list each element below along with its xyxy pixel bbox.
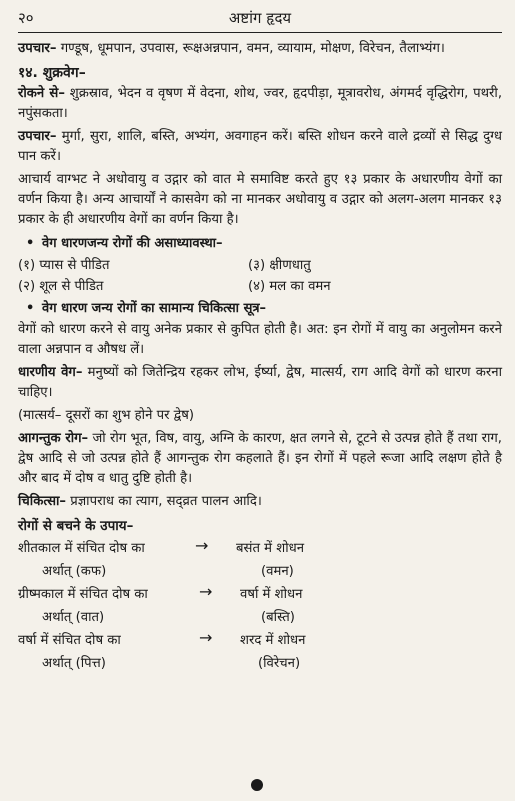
upay-r3-sub-left: अर्थात् (पित्त) [42, 656, 106, 671]
header-rule [18, 32, 502, 33]
text-chikitsa: प्रज्ञापराध का त्याग, सद्व्रत पालन आदि। [66, 494, 262, 509]
paragraph-matsarya: (मात्सर्य– दूसरों का शुभ होने पर द्वेष) [18, 408, 195, 423]
section-heading-shukravega: १४. शुक्रवेग– [18, 65, 86, 81]
bullet-asadhya [26, 233, 502, 254]
upay-r1-sub-right: (वमन) [261, 564, 294, 579]
label-rokne: रोकने से– [18, 86, 65, 101]
label-upchar-2: उपचार– [18, 129, 57, 144]
label-dharniya: धारणीय वेग– [18, 365, 83, 380]
page-header [18, 6, 502, 30]
bullet-chikitsa-sutra-text: वेग धारण जन्य रोगों का सामान्य चिकित्सा सूत्र– [42, 301, 267, 316]
upay-r3-left: वर्षा में संचित दोष का [18, 633, 121, 648]
arrow-icon: → [199, 628, 213, 647]
upay-row-1-sub [18, 560, 502, 583]
upay-row-1 [18, 537, 502, 560]
label-upchar-1: उपचार– [18, 41, 57, 56]
asadhya-item-2: (२) शूल से पीडित [18, 279, 104, 294]
paragraph-vagbhat: आचार्य वाग्भट ने अधोवायु व उद्गार को वात मे समाविष्ट करते हुए १३ प्रकार के अधारणीय वेगों का वर्णन किया है। अन्य आचार्यों ने कासवेग को ना मानकर अधोवायु व उद्गार को अलग-अलग मानकर १३ प्रकार के ही अधारणीय वेगों का वर्णन किया है। [18, 172, 502, 227]
arrow-icon: → [195, 536, 209, 555]
upay-r2-sub-left: अर्थात् (वात) [42, 610, 105, 625]
paragraph-dharniya [18, 363, 502, 403]
paragraph-agantuk [18, 429, 502, 489]
upay-row-3 [18, 629, 502, 652]
bullet-chikitsa-sutra [26, 298, 502, 319]
paragraph-upchar-1 [18, 39, 502, 59]
paragraph-chikitsa-sutra: वेगों को धारण करने से वायु अनेक प्रकार से कुपित होती है। अत: इन रोगों में वायु का अनुलोमन करने वाला अन्नपान व औषध लें। [18, 322, 502, 357]
text-dharniya: मनुष्यों को जितेन्द्रिय रहकर लोभ, ईर्ष्या, द्वेष, मात्सर्य, राग आदि वेगों को धारण करना चाहिए। [18, 365, 502, 400]
upay-row-3-sub [18, 652, 502, 675]
upay-row-2 [18, 583, 502, 606]
footer-dot [251, 779, 263, 791]
asadhya-item-3: (३) क्षीणधातु [248, 258, 311, 273]
page-number: २० [18, 9, 34, 27]
upay-r2-right: वर्षा में शोधन [240, 587, 303, 602]
label-agantuk: आगन्तुक रोग– [18, 431, 89, 446]
heading-upay: रोगों से बचने के उपाय– [18, 518, 134, 534]
text-upchar-1: गण्डूष, धूमपान, उपवास, रूक्षअन्नपान, वमन, व्यायाम, मोक्षण, विरेचन, तैलाभ्यंग। [56, 41, 445, 56]
upay-r3-right: शरद में शोधन [240, 633, 306, 648]
text-upchar-2: मुर्गा, सुरा, शालि, बस्ति, अभ्यंग, अवगाहन करें। बस्ति शोधन करने वाले द्रव्यों से सिद्ध दुग्ध पान करें। [18, 129, 502, 164]
bullet-dot: • [26, 236, 35, 251]
paragraph-chikitsa [18, 492, 502, 512]
upay-r1-right: बसंत में शोधन [236, 541, 305, 556]
asadhya-item-4: (४) मल का वमन [248, 279, 331, 294]
upay-r3-sub-right: (विरेचन) [258, 656, 301, 671]
document-page [18, 6, 502, 675]
paragraph-rokne [18, 84, 502, 124]
asadhya-item-1: (१) प्यास से पीडित [18, 258, 110, 273]
upay-r2-sub-right: (बस्ति) [261, 610, 295, 625]
running-title: अष्टांग हृदय [228, 9, 292, 27]
label-chikitsa: चिकित्सा– [18, 494, 67, 509]
bullet-asadhya-text: वेग धारणजन्य रोगों की असाध्यावस्था– [42, 236, 223, 251]
arrow-icon: → [199, 582, 213, 601]
bullet-dot: • [26, 301, 35, 316]
paragraph-upchar-2 [18, 127, 502, 167]
text-agantuk: जो रोग भूत, विष, वायु, अग्नि के कारण, क्षत लगने से, टूटने से उत्पन्न होते हैं तथा राग, द्वेष आदि से जो उत्पन्न होते हैं आगन्तुक रोग कहलाते हैं। इन रोगों में पहले रूजा आदि लक्षण होते है और बाद में दोष व धातु दुष्टि होती है। [18, 431, 502, 486]
asadhya-row-1 [18, 255, 502, 276]
asadhya-row-2 [18, 276, 502, 297]
upay-r2-left: ग्रीष्मकाल में संचित दोष का [18, 587, 148, 602]
upay-r1-left: शीतकाल में संचित दोष का [18, 541, 145, 556]
text-rokne: शुक्रस्राव, भेदन व वृषण में वेदना, शोथ, ज्वर, हृदपीड़ा, मूत्रावरोध, अंगमर्द वृद्धिरोग, पथरी, नपुंसकता। [18, 86, 503, 121]
upay-row-2-sub [18, 606, 502, 629]
upay-r1-sub-left: अर्थात् (कफ) [42, 564, 107, 579]
